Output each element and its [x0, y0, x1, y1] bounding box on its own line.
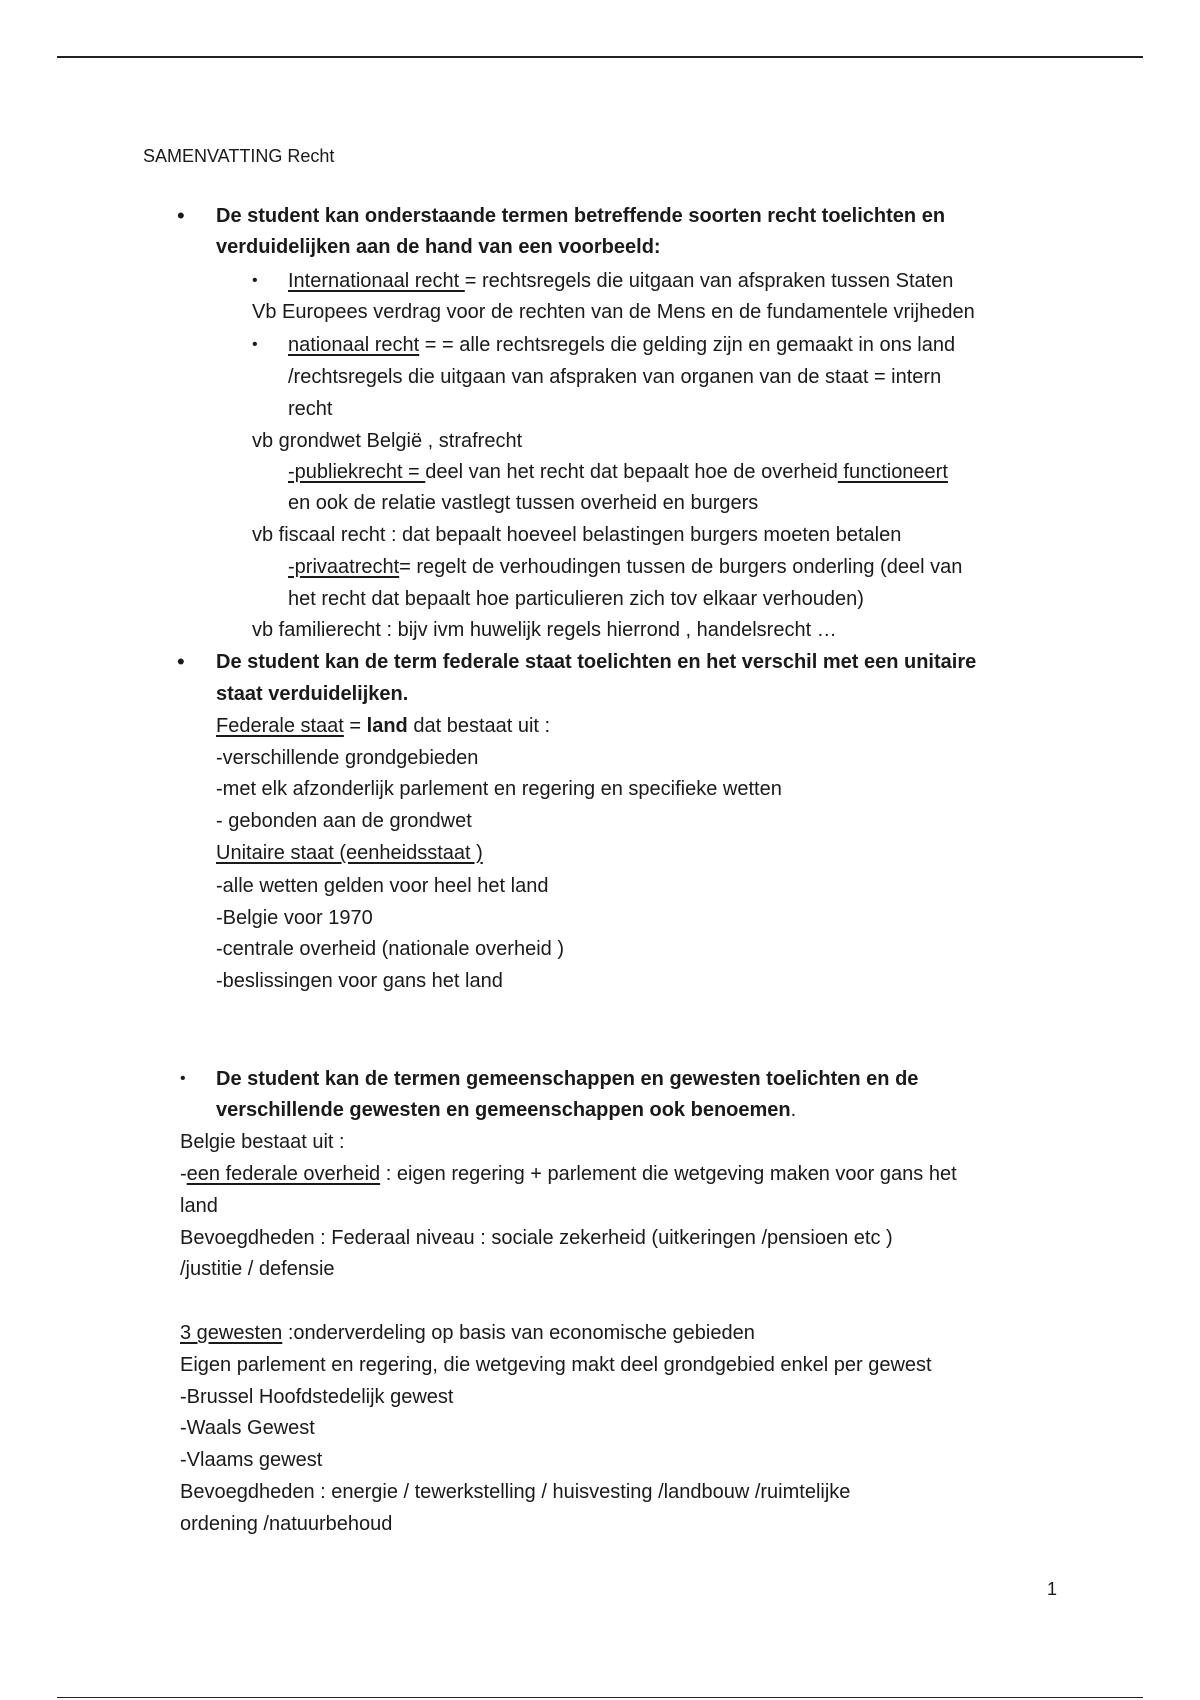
priv-definition: = regelt de verhoudingen tussen de burgers onderling (deel van	[399, 556, 963, 578]
page-title: SAMENVATTING Recht	[143, 146, 335, 166]
unit-item: -Belgie voor 1970	[216, 907, 373, 929]
intl-line	[288, 268, 953, 294]
pub-term2: functioneert	[837, 461, 948, 483]
nat-example: vb grondwet België , strafrecht	[252, 430, 523, 452]
section3-heading-line2	[216, 1097, 796, 1123]
gewesten-term: 3 gewesten	[180, 1322, 283, 1344]
section1-heading-line2: verduidelijken aan de hand van een voorbeeld:	[216, 236, 661, 258]
section3-heading-text1: De student kan de termen gemeenschappen en gewesten toelichten en de	[216, 1068, 919, 1090]
bevoegdheden-federaal-line2: /justitie / defensie	[180, 1258, 335, 1280]
nat-line2: /rechtsregels die uitgaan van afspraken van organen van de staat = intern	[288, 366, 942, 388]
unit-term: Unitaire staat (eenheidsstaat )	[216, 842, 483, 864]
gewesten-line2: Eigen parlement en regering, die wetgeving makt deel grondgebied enkel per gewest	[180, 1354, 932, 1376]
section2-heading-line1: De student kan de term federale staat toelichten en het verschil met een unitaire	[216, 651, 977, 673]
section2-heading-line2: staat verduidelijken.	[216, 683, 409, 705]
nat-line3: recht	[288, 398, 333, 420]
nat-term: nationaal recht	[288, 334, 420, 356]
section2-bullet: •	[177, 649, 185, 674]
federal-overheid-line	[180, 1161, 957, 1187]
unit-item: -centrale overheid (nationale overheid )	[216, 938, 564, 960]
federal-dash: -	[180, 1163, 187, 1185]
nat-definition: = = alle rechtsregels die gelding zijn en gemaakt in ons land	[419, 334, 956, 356]
nat-bullet: •	[252, 336, 258, 353]
section3-heading-end: .	[790, 1099, 797, 1121]
priv-line2: het recht dat bepaalt hoe particulieren zich tov elkaar verhouden)	[288, 588, 864, 610]
federal-overheid-term: een federale overheid	[186, 1163, 381, 1185]
fed-item: -met elk afzonderlijk parlement en regering en specifieke wetten	[216, 778, 782, 800]
section3-heading-text2: verschillende gewesten en gemeenschappen ook benoemen	[216, 1099, 791, 1121]
pub-term: -publiekrecht =	[288, 461, 426, 483]
gewesten-definition: :onderverdeling op basis van economische gebieden	[282, 1322, 755, 1344]
unit-item: -alle wetten gelden voor heel het land	[216, 875, 549, 897]
section1-bullet: •	[177, 203, 185, 228]
priv-line	[288, 554, 962, 580]
section3-heading-line1	[216, 1066, 918, 1092]
nat-line	[288, 332, 955, 358]
gewesten-line	[180, 1320, 755, 1346]
fed-term: Federale staat	[216, 715, 344, 737]
intl-example: Vb Europees verdrag voor de rechten van de Mens en de fundamentele vrijheden	[252, 301, 975, 323]
fed-item: -verschillende grondgebieden	[216, 747, 479, 769]
federal-overheid-definition: : eigen regering + parlement die wetgeving maken voor gans het	[380, 1163, 957, 1185]
intl-definition: = rechtsregels die uitgaan van afspraken tussen Staten	[464, 270, 954, 292]
priv-term: -privaatrecht	[288, 556, 400, 578]
priv-example: vb familierecht : bijv ivm huwelijk regels hierrond , handelsrecht …	[252, 619, 837, 641]
fed-item: - gebonden aan de grondwet	[216, 810, 472, 832]
unit-item: -beslissingen voor gans het land	[216, 970, 503, 992]
bevoegdheden-federaal: Bevoegdheden : Federaal niveau : sociale zekerheid (uitkeringen /pensioen etc )	[180, 1227, 893, 1249]
intl-term: Internationaal recht	[288, 270, 465, 292]
pub-definition: deel van het recht dat bepaalt hoe de overheid	[425, 461, 838, 483]
bevoegdheden-gewest-line2: ordening /natuurbehoud	[180, 1513, 393, 1535]
belgie-intro: Belgie bestaat uit :	[180, 1131, 345, 1153]
section3-bullet: •	[180, 1070, 186, 1087]
section1-heading-line1: De student kan onderstaande termen betreffende soorten recht toelichten en	[216, 205, 946, 227]
fed-rest: dat bestaat uit :	[407, 715, 551, 737]
gewest-item: -Brussel Hoofdstedelijk gewest	[180, 1386, 454, 1408]
fed-land: land	[366, 715, 408, 737]
pub-example: vb fiscaal recht : dat bepaalt hoeveel belastingen burgers moeten betalen	[252, 524, 902, 546]
pub-line	[288, 459, 948, 485]
intl-bullet: •	[252, 272, 258, 289]
header-rule	[57, 56, 1143, 58]
fed-eq: =	[343, 715, 367, 737]
gewest-item: -Waals Gewest	[180, 1417, 315, 1439]
federal-overheid-line2: land	[180, 1195, 218, 1217]
gewest-item: -Vlaams gewest	[180, 1449, 323, 1471]
fed-line	[216, 713, 550, 739]
pub-line2: en ook de relatie vastlegt tussen overheid en burgers	[288, 492, 759, 514]
page-number: 1	[1047, 1579, 1058, 1599]
footer-rule	[57, 1697, 1143, 1698]
bevoegdheden-gewest: Bevoegdheden : energie / tewerkstelling / huisvesting /landbouw /ruimtelijke	[180, 1481, 851, 1503]
